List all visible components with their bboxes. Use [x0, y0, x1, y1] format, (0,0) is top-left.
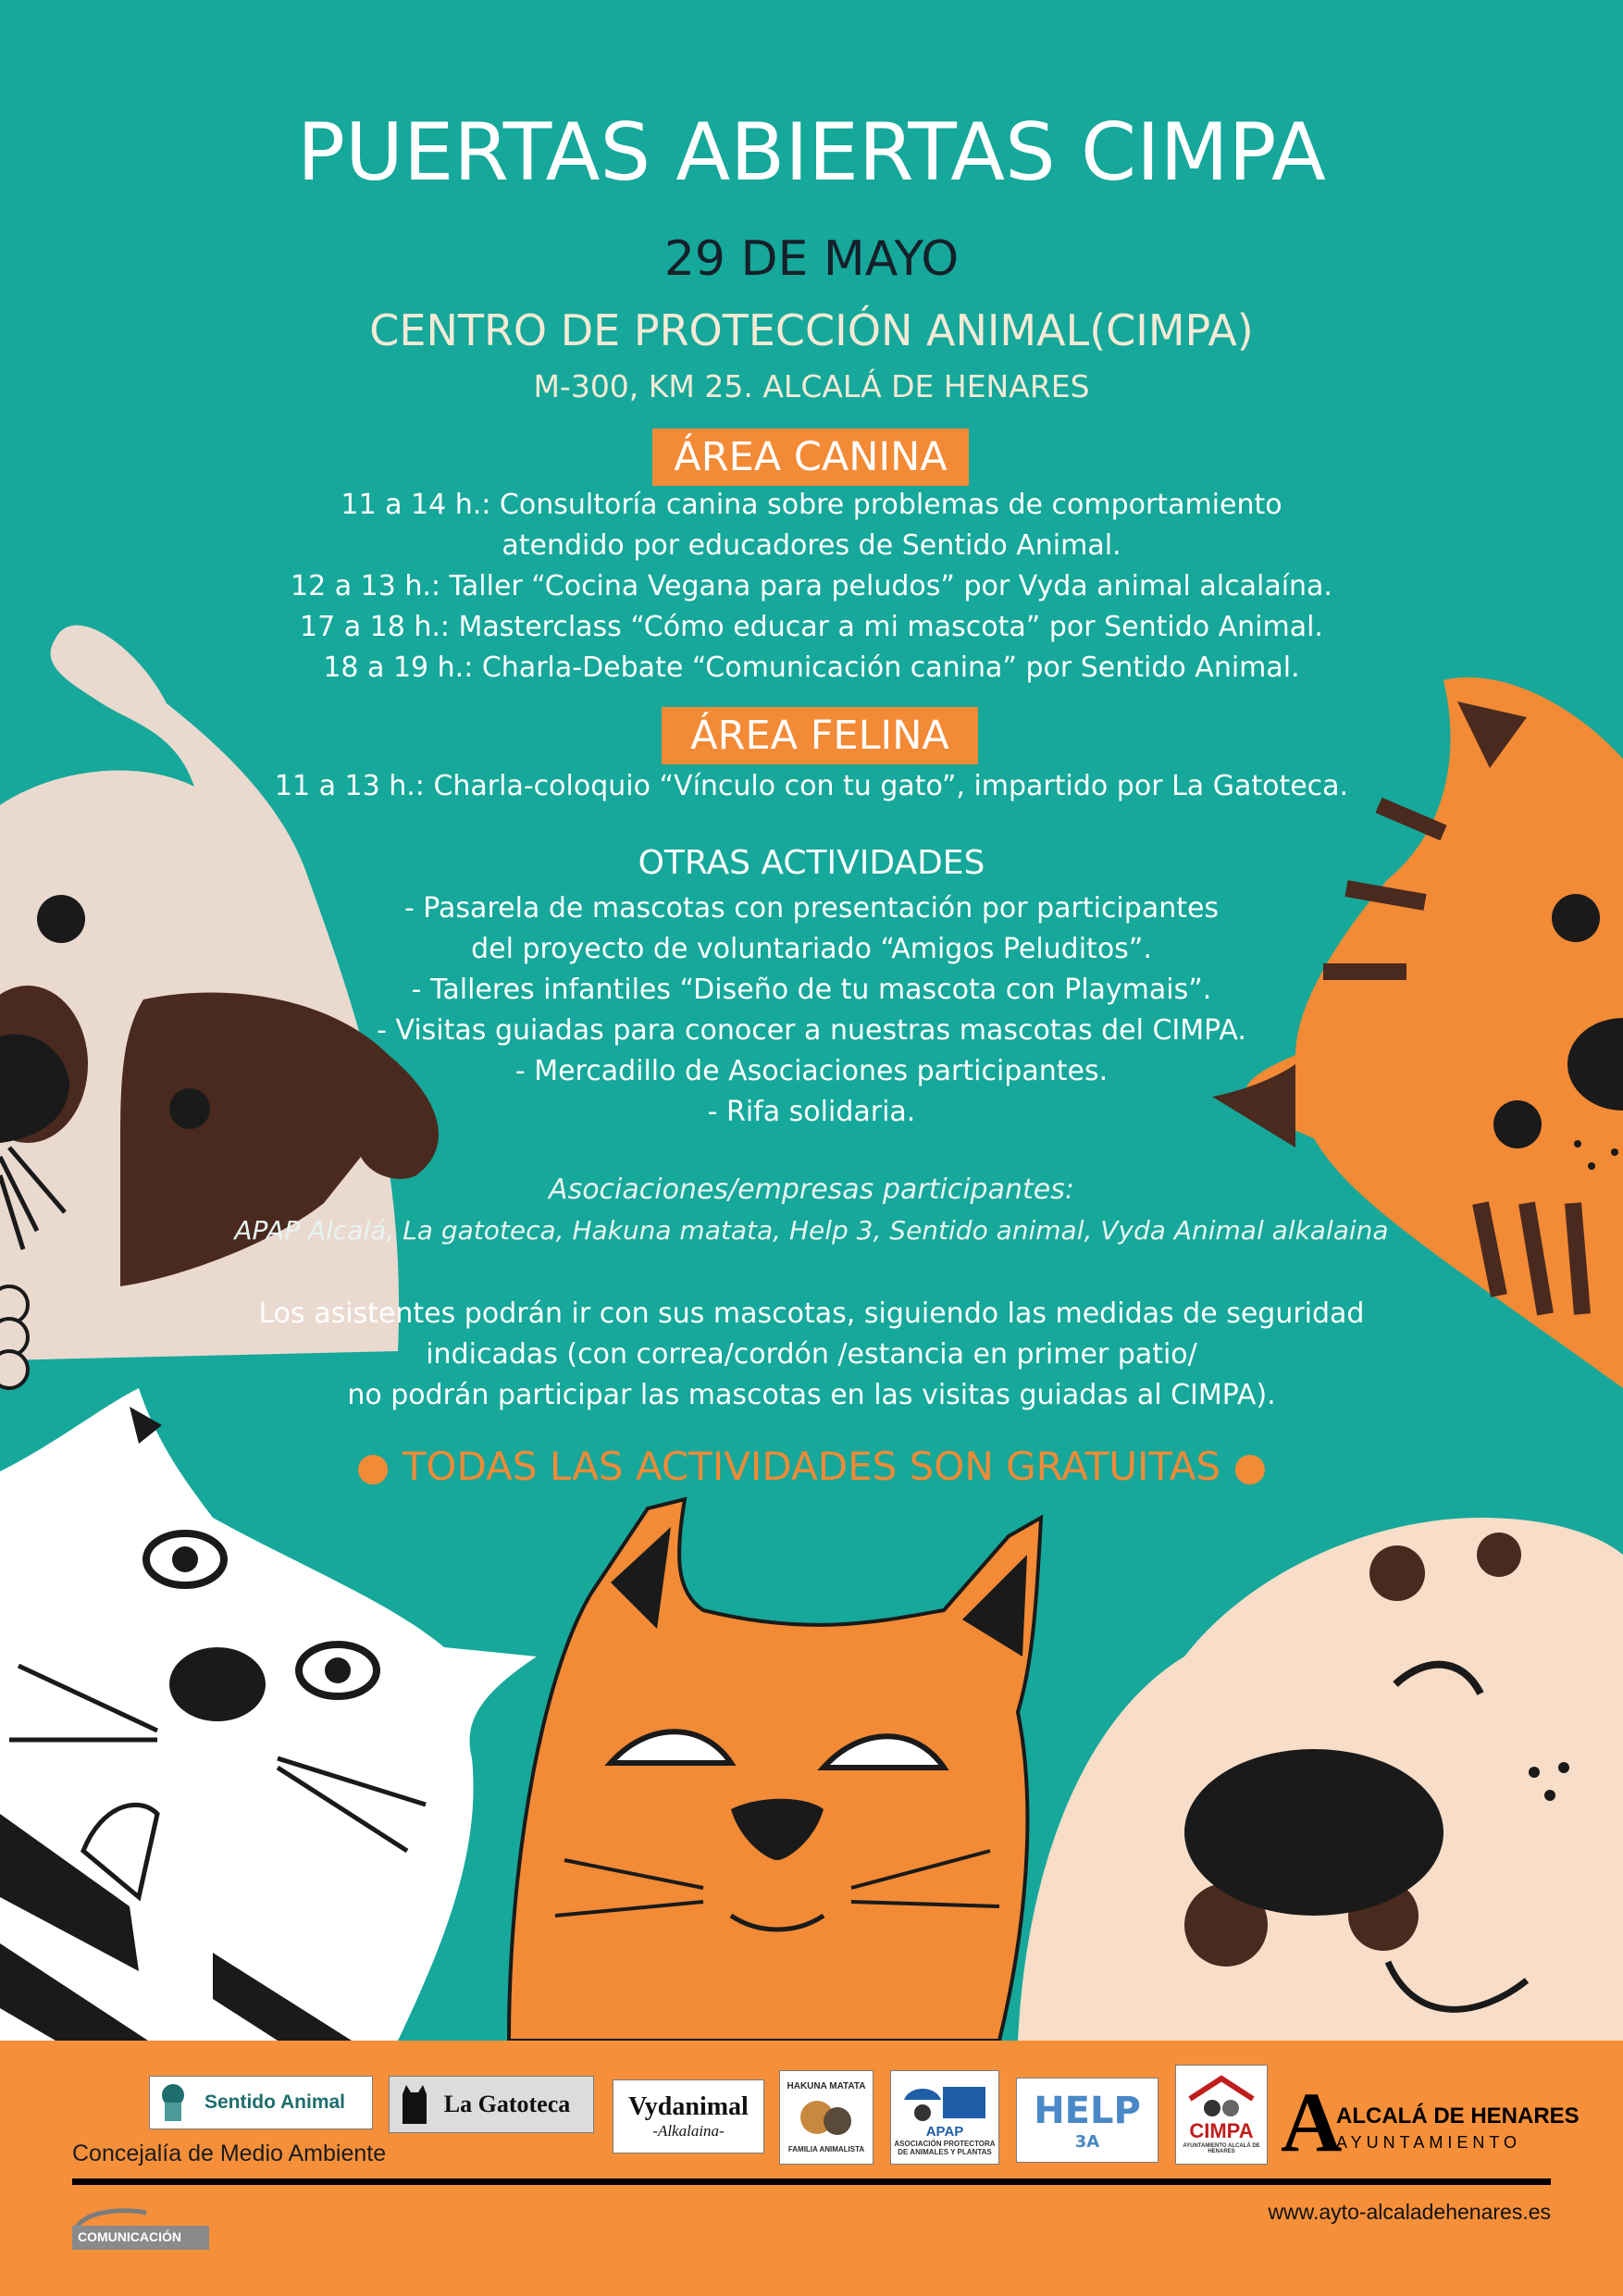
- schedule-line: 12 a 13 h.: Taller “Cocina Vegana para peludos” por Vyda animal alcalaína.: [291, 570, 1332, 602]
- apap-label: APAP: [925, 2123, 964, 2140]
- schedule-line: 11 a 13 h.: Charla-coloquio “Vínculo con tu gato”, impartido por La Gatoteca.: [274, 770, 1349, 802]
- activity-line: - Mercadillo de Asociaciones participantes.: [514, 1055, 1109, 1087]
- schedule-line: 18 a 19 h.: Charla-Debate “Comunicación canina” por Sentido Animal.: [323, 652, 1300, 684]
- footer: [0, 2041, 1623, 2296]
- participants-label: Asociaciones/empresas participantes:: [549, 1173, 1074, 1206]
- vyda-animal-logo: [613, 2079, 764, 2153]
- area-canina-schedule: [0, 485, 1623, 689]
- dog-and-cat-icon: [797, 2091, 856, 2145]
- hakuna-matata-logo: [779, 2070, 873, 2165]
- ayuntamiento-a-emblem: A: [1281, 2075, 1343, 2169]
- help-sub-label: 3A: [1074, 2131, 1100, 2152]
- pets-notice: [0, 1294, 1623, 1416]
- help-label: HELP: [1034, 2089, 1141, 2132]
- cat-silhouette-icon: [399, 2083, 430, 2126]
- apap-logo: [890, 2070, 999, 2165]
- footer-divider: [72, 2178, 1551, 2185]
- activity-line: - Talleres infantiles “Diseño de tu mascota con Playmais”.: [411, 974, 1212, 1006]
- notice-line: Los asistentes podrán ir con sus mascotas, siguiendo las medidas de seguridad: [258, 1297, 1365, 1330]
- participants-names: APAP Alcalá, La gatoteca, Hakuna matata, Help 3, Sentido animal, Vyda Animal alkalaina: [234, 1215, 1389, 1246]
- comunicacion-label: COMUNICACIÓN: [78, 2229, 181, 2244]
- otras-actividades-heading: OTRAS ACTIVIDADES: [638, 844, 985, 882]
- ayuntamiento-city: ALCALÁ DE HENARES: [1336, 2104, 1580, 2128]
- cimpa-caption: AYUNTAMIENTO ALCALÁ DE HENARES: [1183, 2143, 1260, 2154]
- vyda-label: Vydanimal: [628, 2092, 749, 2121]
- venue-name: CENTRO DE PROTECCIÓN ANIMAL(CIMPA): [369, 305, 1254, 355]
- activity-line: del proyecto de voluntariado “Amigos Peluditos”.: [471, 933, 1152, 965]
- free-activities-banner: ● TODAS LAS ACTIVIDADES SON GRATUITAS ●: [355, 1444, 1268, 1489]
- vyda-sub-label: -Alkalaina-: [652, 2122, 725, 2140]
- activity-line: - Pasarela de mascotas con presentación por participantes: [403, 892, 1220, 925]
- dog-silhouette-icon: [157, 2082, 189, 2123]
- area-canina-heading: ÁREA CANINA: [652, 428, 969, 486]
- apap-caption: ASOCIACIÓN PROTECTORA DE ANIMALES Y PLANTAS: [894, 2139, 996, 2156]
- notice-line: no podrán participar las mascotas en las visitas guiadas al CIMPA).: [347, 1379, 1276, 1411]
- schedule-line: atendido por educadores de Sentido Animal.: [502, 529, 1121, 562]
- ayuntamiento-logo: [1281, 2075, 1580, 2169]
- help-3a-logo: [1016, 2078, 1158, 2163]
- house-pets-icon: [1184, 2075, 1258, 2119]
- cimpa-label: CIMPA: [1189, 2119, 1254, 2142]
- notice-line: indicadas (con correa/cordón /estancia en primer patio/: [426, 1338, 1197, 1371]
- hakuna-bottom-label: FAMILIA ANIMALISTA: [787, 2145, 865, 2153]
- area-felina-schedule: [0, 766, 1623, 807]
- area-felina-heading: ÁREA FELINA: [662, 707, 978, 764]
- la-gatoteca-logo: [389, 2076, 594, 2133]
- venue-address: M-300, KM 25. ALCALÁ DE HENARES: [533, 368, 1090, 404]
- activity-line: - Rifa solidaria.: [707, 1096, 916, 1128]
- schedule-line: 17 a 18 h.: Masterclass “Cómo educar a mi mascota” por Sentido Animal.: [300, 611, 1323, 643]
- hakuna-top-label: HAKUNA MATATA: [787, 2081, 866, 2091]
- schedule-line: 11 a 14 h.: Consultoría canina sobre problemas de comportamiento: [341, 489, 1282, 521]
- poster-title: PUERTAS ABIERTAS CIMPA: [297, 106, 1326, 199]
- event-date: 29 DE MAYO: [663, 231, 960, 287]
- sentido-animal-logo: [149, 2076, 373, 2129]
- ayuntamiento-word: AYUNTAMIENTO: [1336, 2133, 1522, 2152]
- umbrella-animals-icon: [898, 2079, 991, 2124]
- la-gatoteca-label: La Gatoteca: [443, 2091, 571, 2117]
- department-name: Concejalía de Medio Ambiente: [72, 2141, 387, 2166]
- sentido-animal-label: Sentido Animal: [204, 2091, 346, 2113]
- comunicacion-logo: [72, 2207, 209, 2250]
- cimpa-logo: [1175, 2065, 1268, 2165]
- otras-actividades-list: [0, 888, 1623, 1133]
- website-link[interactable]: www.ayto-alcaladehenares.es: [1268, 2200, 1551, 2224]
- activity-line: - Visitas guiadas para conocer a nuestras mascotas del CIMPA.: [377, 1014, 1246, 1047]
